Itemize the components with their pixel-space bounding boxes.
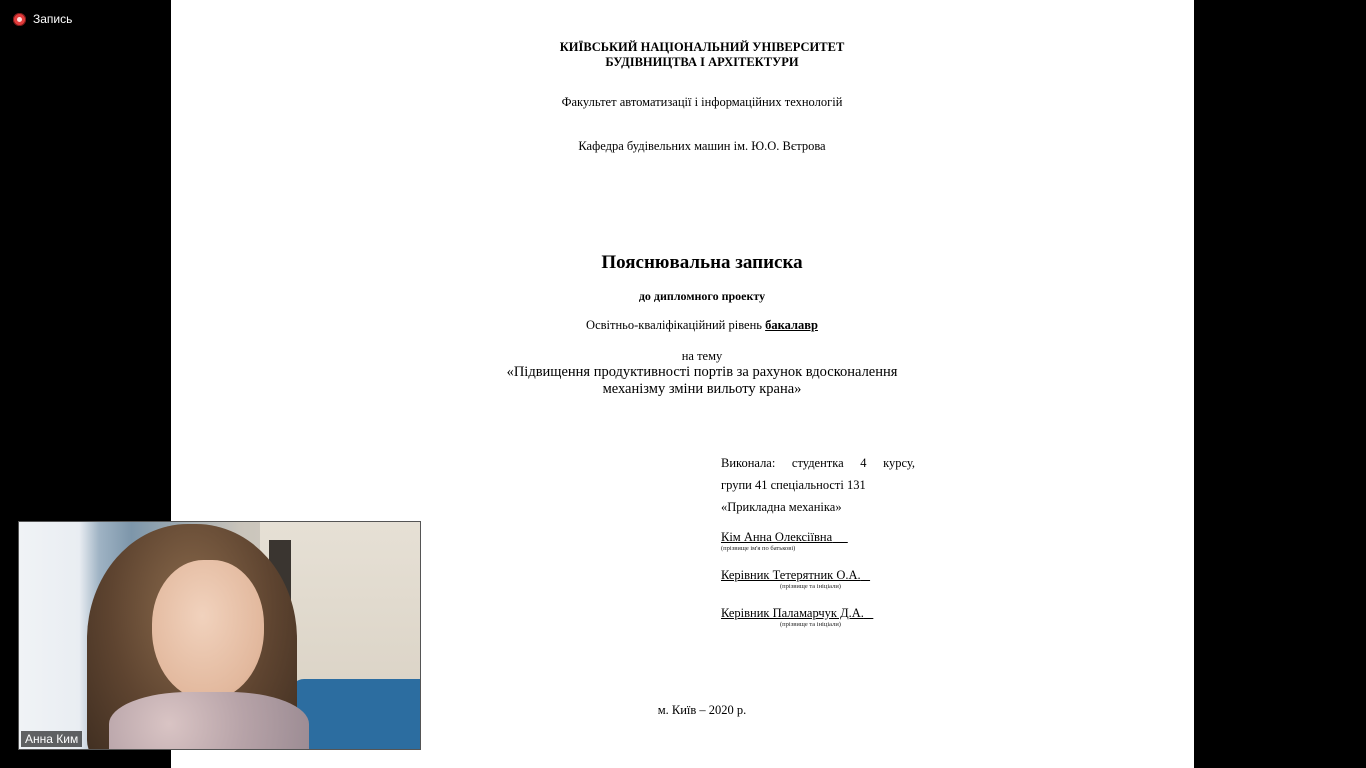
theme-label: на тему bbox=[681, 349, 723, 363]
specialty-line: «Прикладна механіка» bbox=[721, 500, 842, 514]
theme-text bbox=[171, 364, 1233, 398]
performer-word: студентка bbox=[791, 456, 844, 470]
department: Кафедра будівельних машин ім. Ю.О. Вєтрова bbox=[578, 139, 826, 153]
video-background-sofa bbox=[290, 679, 420, 749]
university-line-1: КИЇВСЬКИЙ НАЦІОНАЛЬНИЙ УНІВЕРСИТЕТ bbox=[559, 40, 845, 54]
performer-word: курсу, bbox=[883, 456, 915, 470]
participant-shirt bbox=[109, 692, 309, 750]
level-label: Освітньо-кваліфікаційний рівень bbox=[586, 318, 762, 332]
level-value: бакалавр bbox=[765, 318, 818, 332]
document-title: Пояснювальна записка bbox=[601, 252, 803, 273]
student-name: Кім Анна Олексіївна bbox=[721, 530, 833, 544]
record-icon bbox=[13, 13, 26, 26]
participant-video-tile[interactable] bbox=[18, 521, 421, 750]
supervisor-2-signature bbox=[721, 606, 873, 621]
theme-line-1: «Підвищення продуктивності портів за рахунок вдосконалення bbox=[506, 364, 898, 380]
supervisor-1-signature bbox=[721, 568, 870, 583]
recording-label: Запись bbox=[33, 12, 73, 26]
recording-indicator[interactable] bbox=[13, 12, 72, 26]
document-subtitle: до дипломного проекту bbox=[638, 289, 766, 303]
supervisor-2-caption: (прізвище та ініціали) bbox=[780, 621, 841, 628]
supervisor-2-name: Керівник Паламарчук Д.А. bbox=[721, 606, 864, 620]
theme-line-2: механізму зміни вильоту крана» bbox=[602, 381, 802, 397]
city-year: м. Київ – 2020 р. bbox=[657, 703, 747, 717]
supervisor-1-caption: (прізвище та ініціали) bbox=[780, 583, 841, 590]
participant-name: Анна Ким bbox=[21, 731, 82, 747]
group-line: групи 41 спеціальності 131 bbox=[721, 478, 866, 492]
faculty: Факультет автоматизації і інформаційних технологій bbox=[561, 95, 843, 109]
student-signature bbox=[721, 530, 848, 545]
participant-face bbox=[152, 560, 264, 700]
qualification-level bbox=[171, 318, 1233, 333]
performer-line bbox=[721, 456, 915, 471]
university-name bbox=[171, 40, 1233, 70]
student-caption: (прізвище ім'я по батькові) bbox=[721, 545, 796, 552]
performer-word: 4 bbox=[860, 456, 867, 470]
performer-word: Виконала: bbox=[721, 456, 776, 470]
university-line-2: БУДІВНИЦТВА І АРХІТЕКТУРИ bbox=[605, 55, 799, 69]
supervisor-1-name: Керівник Тетерятник О.А. bbox=[721, 568, 861, 582]
